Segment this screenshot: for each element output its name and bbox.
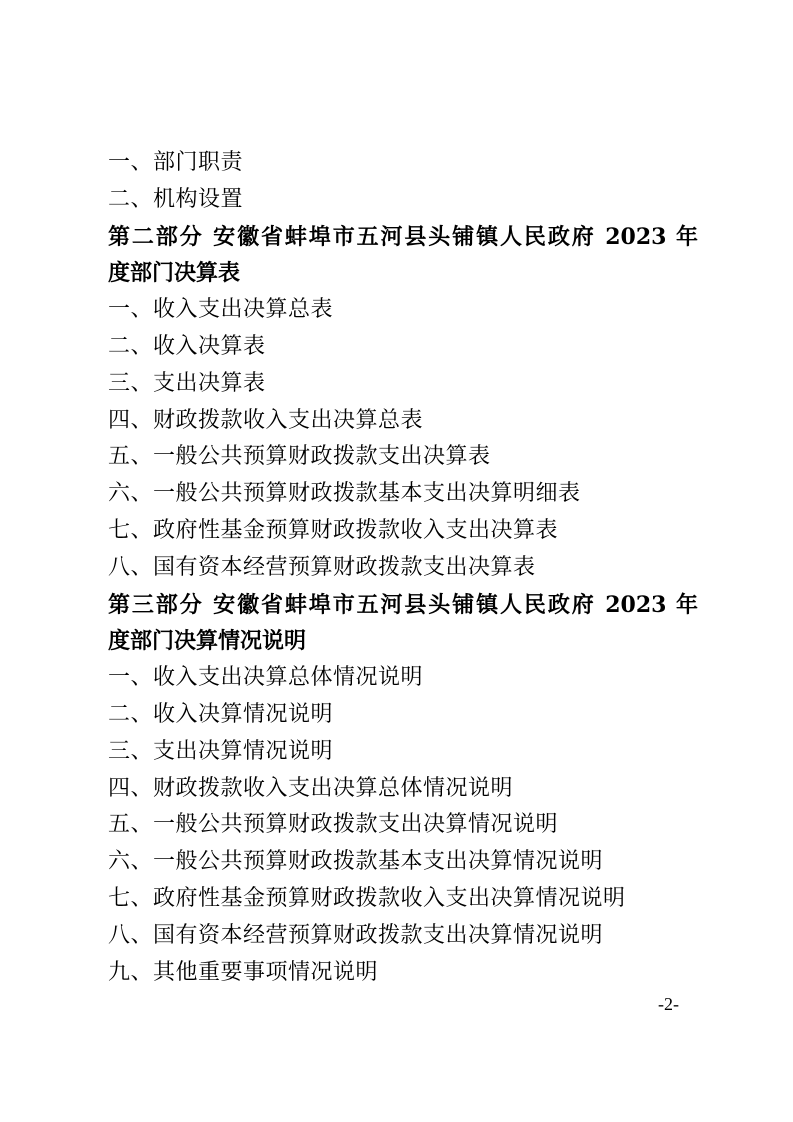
toc-item: 四、财政拨款收入支出决算总体情况说明: [108, 775, 514, 801]
toc-item: 三、支出决算表: [108, 370, 266, 396]
toc-item: 七、政府性基金预算财政拨款收入支出决算情况说明: [108, 885, 626, 911]
toc-item: 五、一般公共预算财政拨款支出决算表: [108, 444, 491, 470]
toc-item: 八、国有资本经营预算财政拨款支出决算表: [108, 554, 536, 580]
toc-item: 五、一般公共预算财政拨款支出决算情况说明: [108, 812, 559, 838]
toc-item: 六、一般公共预算财政拨款基本支出决算明细表: [108, 481, 581, 507]
table-of-contents: [108, 145, 698, 991]
toc-item: 四、财政拨款收入支出决算总表: [108, 407, 424, 433]
section-heading-part2-line1: 第二部分 安徽省蚌埠市五河县头铺镇人民政府 2023 年: [108, 223, 698, 250]
toc-item: 一、收入支出决算总表: [108, 297, 334, 323]
toc-item: 二、机构设置: [108, 186, 244, 212]
toc-item: 一、部门职责: [108, 150, 244, 175]
toc-item: 一、收入支出决算总体情况说明: [108, 665, 424, 691]
toc-item: 二、收入决算表: [108, 333, 266, 359]
page-number: -2-: [658, 994, 679, 1014]
toc-item: 九、其他重要事项情况说明: [108, 959, 379, 985]
section-heading-part3-line1: 第三部分 安徽省蚌埠市五河县头铺镇人民政府 2023 年: [108, 591, 698, 618]
toc-item: 三、支出决算情况说明: [108, 738, 334, 764]
toc-item: 六、一般公共预算财政拨款基本支出决算情况说明: [108, 849, 604, 875]
toc-item: 二、收入决算情况说明: [108, 701, 334, 727]
toc-item: 八、国有资本经营预算财政拨款支出决算情况说明: [108, 922, 604, 948]
section-heading-part3-line2: 度部门决算情况说明: [108, 628, 307, 655]
section-heading-part2-line2: 度部门决算表: [108, 260, 241, 287]
toc-item: 七、政府性基金预算财政拨款收入支出决算表: [108, 517, 559, 543]
